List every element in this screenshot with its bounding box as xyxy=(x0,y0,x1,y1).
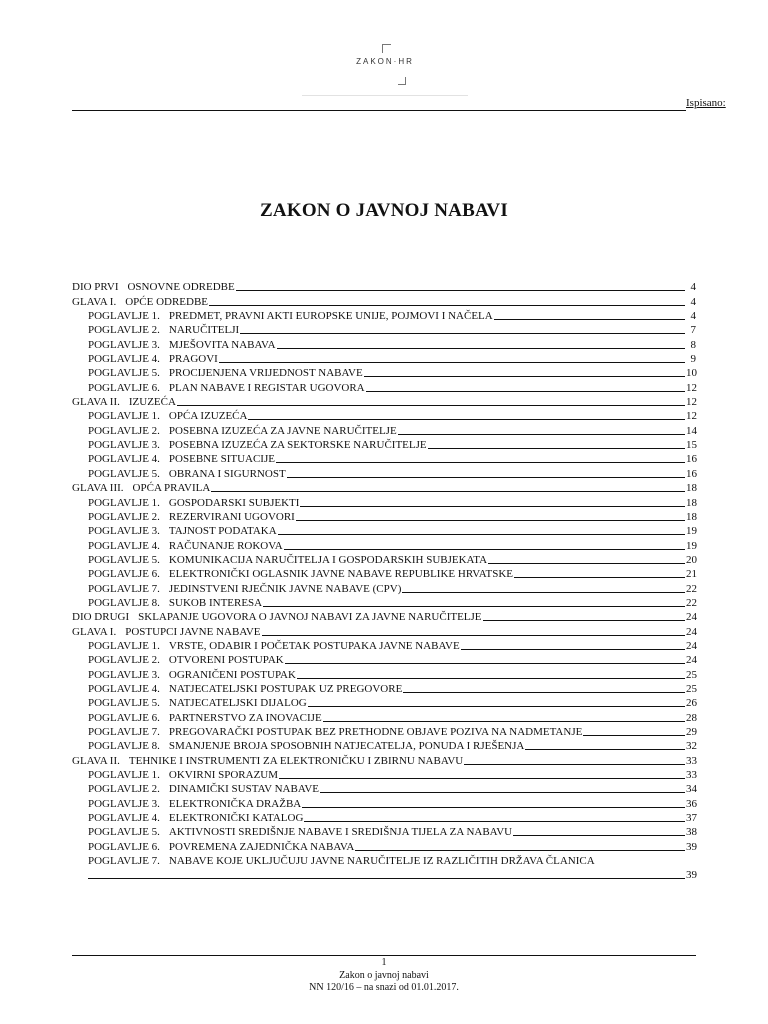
toc-entry-page: 39 xyxy=(686,840,697,853)
toc-entry-number: GLAVA III. xyxy=(72,482,124,495)
toc-entry[interactable] xyxy=(72,451,696,465)
toc-leader-line xyxy=(302,807,685,808)
toc-entry[interactable] xyxy=(72,437,696,451)
toc-entry[interactable] xyxy=(72,810,696,824)
toc-entry-label xyxy=(72,396,176,408)
toc-entry-title: OPĆA IZUZEĆA xyxy=(168,410,248,423)
toc-entry-page: 34 xyxy=(686,783,697,796)
toc-leader-line xyxy=(364,376,685,377)
toc-entry-label xyxy=(88,339,276,351)
toc-entry-number: POGLAVLJE 3. xyxy=(88,525,160,538)
toc-entry[interactable] xyxy=(72,752,696,766)
toc-entry[interactable] xyxy=(72,365,696,379)
toc-entry-title: OTVORENI POSTUPAK xyxy=(168,654,284,667)
toc-leader-line xyxy=(366,391,685,392)
toc-entry-page: 24 xyxy=(686,654,697,667)
toc-entry-page: 32 xyxy=(686,740,697,753)
toc-entry-number: POGLAVLJE 1. xyxy=(88,496,160,509)
toc-entry-number: GLAVA II. xyxy=(72,754,120,767)
toc-entry-title: PLAN NABAVE I REGISTAR UGOVORA xyxy=(168,381,365,394)
toc-entry-number: POGLAVLJE 6. xyxy=(88,711,160,724)
toc-entry-title: IZUZEĆA xyxy=(128,396,176,409)
toc-entry-page: 12 xyxy=(686,381,697,394)
toc-entry-page: 16 xyxy=(686,453,697,466)
toc-entry-label xyxy=(88,597,262,609)
toc-entry-label xyxy=(88,683,402,695)
toc-leader-line xyxy=(308,706,685,707)
toc-entry-number: POGLAVLJE 3. xyxy=(88,668,160,681)
toc-entry-label xyxy=(88,310,493,322)
zakon-hr-logo xyxy=(300,38,470,100)
footer-doc-name: Zakon o javnoj nabavi xyxy=(339,970,429,981)
toc-entry-label xyxy=(88,654,284,666)
toc-entry-title: PREGOVARAČKI POSTUPAK BEZ PRETHODNE OBJAVE POZIVA NA NADMETANJE xyxy=(168,726,583,738)
toc-entry-number: POGLAVLJE 2. xyxy=(88,654,160,667)
toc-leader-line xyxy=(219,362,685,363)
toc-entry-title: AKTIVNOSTI SREDIŠNJE NABAVE I SREDIŠNJA TIJELA ZA NABAVU xyxy=(168,826,513,839)
toc-entry-title: NARUČITELJI xyxy=(168,324,240,337)
toc-leader-line xyxy=(398,434,685,435)
toc-entry[interactable] xyxy=(72,394,696,408)
toc-entry-page: 18 xyxy=(686,510,697,523)
toc-entry-title: PREDMET, PRAVNI AKTI EUROPSKE UNIJE, POJMOVI I NAČELA xyxy=(168,310,493,323)
toc-entry-label xyxy=(88,540,283,552)
toc-entry-page: 14 xyxy=(686,424,697,437)
toc-entry-page: 19 xyxy=(686,539,697,552)
toc-leader-line xyxy=(525,749,685,750)
toc-entry[interactable] xyxy=(72,523,696,537)
toc-entry[interactable] xyxy=(72,480,696,494)
toc-entry-label xyxy=(88,669,296,681)
toc-entry[interactable] xyxy=(72,494,696,508)
toc-entry-label xyxy=(72,626,261,638)
toc-leader-line xyxy=(211,491,685,492)
toc-entry-title: ELEKTRONIČKI OGLASNIK JAVNE NABAVE REPUBLIKE HRVATSKE xyxy=(168,568,514,581)
toc-leader-line xyxy=(284,549,685,550)
toc-entry-title: PRAGOVI xyxy=(168,353,218,366)
toc-entry-page: 39 xyxy=(686,869,697,882)
toc-entry-label xyxy=(88,525,277,537)
toc-entry-label xyxy=(88,453,275,465)
toc-entry[interactable] xyxy=(72,580,696,594)
logo-text: ZAKON·HR xyxy=(356,57,414,66)
toc-entry-page: 25 xyxy=(686,668,697,681)
toc-entry[interactable] xyxy=(72,537,696,551)
toc-entry-title: PARTNERSTVO ZA INOVACIJE xyxy=(168,711,322,724)
toc-entry-page: 4 xyxy=(690,295,696,308)
toc-entry-page: 28 xyxy=(686,711,697,724)
toc-entry-number: POGLAVLJE 7. xyxy=(88,855,160,868)
toc-entry-title: JEDINSTVENI RJEČNIK JAVNE NABAVE (CPV) xyxy=(168,582,402,595)
toc-entry-label xyxy=(88,826,512,838)
toc-entry-number: POGLAVLJE 5. xyxy=(88,697,160,710)
toc-entry-title: REZERVIRANI UGOVORI xyxy=(168,510,295,523)
toc-entry-number: POGLAVLJE 6. xyxy=(88,381,160,394)
toc-entry[interactable] xyxy=(72,681,696,695)
toc-entry-number: POGLAVLJE 7. xyxy=(88,582,160,595)
toc-entry-number: POGLAVLJE 3. xyxy=(88,439,160,452)
toc-entry-label xyxy=(88,554,487,566)
toc-entry-page: 38 xyxy=(686,826,697,839)
toc-leader-line xyxy=(304,821,685,822)
toc-entry-number: POGLAVLJE 1. xyxy=(88,410,160,423)
toc-entry-label xyxy=(88,841,354,853)
toc-entry[interactable] xyxy=(72,738,696,752)
toc-leader-line xyxy=(248,419,685,420)
toc-entry[interactable] xyxy=(72,422,696,436)
toc-entry[interactable] xyxy=(72,824,696,838)
toc-entry[interactable] xyxy=(72,767,696,781)
document-title: ZAKON O JAVNOJ NABAVI xyxy=(260,200,508,221)
toc-leader-line xyxy=(323,721,685,722)
toc-entry-page: 33 xyxy=(686,754,697,767)
toc-entry-page: 16 xyxy=(686,467,697,480)
toc-entry[interactable] xyxy=(72,351,696,365)
toc-entry-title: VRSTE, ODABIR I POČETAK POSTUPAKA JAVNE NABAVE xyxy=(168,639,460,652)
ispisano-label: Ispisano: xyxy=(686,97,726,109)
toc-entry-number: POGLAVLJE 8. xyxy=(88,740,160,753)
toc-entry-title: OPĆA PRAVILA xyxy=(132,482,211,495)
toc-entry[interactable] xyxy=(72,408,696,422)
toc-entry-page: 10 xyxy=(686,367,697,380)
toc-entry-label xyxy=(88,783,319,795)
toc-entry-page: 22 xyxy=(686,582,697,595)
toc-entry[interactable] xyxy=(72,279,696,293)
toc-entry-page: 9 xyxy=(690,353,696,366)
toc-entry[interactable] xyxy=(72,465,696,479)
toc-entry-number: POGLAVLJE 4. xyxy=(88,353,160,366)
toc-entry[interactable] xyxy=(72,709,696,723)
toc-entry-title: SUKOB INTERESA xyxy=(168,596,263,609)
toc-entry-page: 36 xyxy=(686,797,697,810)
toc-entry-continuation[interactable] xyxy=(72,867,696,881)
toc-entry-number: POGLAVLJE 4. xyxy=(88,539,160,552)
footer-rule xyxy=(72,955,696,956)
toc-entry-title: ELEKTRONIČKA DRAŽBA xyxy=(168,797,302,810)
toc-leader-line xyxy=(240,333,685,334)
toc-leader-line xyxy=(488,563,685,564)
toc-entry-page: 7 xyxy=(690,324,696,337)
toc-entry-title: DINAMIČKI SUSTAV NABAVE xyxy=(168,783,320,796)
toc-entry-label xyxy=(88,769,278,781)
toc-entry-title: GOSPODARSKI SUBJEKTI xyxy=(168,496,300,509)
toc-entry-page: 12 xyxy=(686,396,697,409)
toc-entry[interactable] xyxy=(72,566,696,580)
toc-entry-page: 18 xyxy=(686,482,697,495)
toc-entry[interactable] xyxy=(72,552,696,566)
toc-leader-line xyxy=(464,764,685,765)
toc-entry-title: SMANJENJE BROJA SPOSOBNIH NATJECATELJA, PONUDA I RJEŠENJA xyxy=(168,740,525,753)
toc-leader-line xyxy=(514,577,685,578)
toc-entry-number: POGLAVLJE 5. xyxy=(88,367,160,380)
toc-entry-number: POGLAVLJE 5. xyxy=(88,826,160,839)
logo-corner-mark-top xyxy=(382,44,391,53)
toc-entry[interactable] xyxy=(72,322,696,336)
toc-entry-page: 15 xyxy=(686,439,697,452)
header-rule xyxy=(72,110,686,111)
toc-entry-title: POVREMENA ZAJEDNIČKA NABAVA xyxy=(168,840,355,853)
toc-entry-title: OPĆE ODREDBE xyxy=(125,295,209,308)
toc-entry-label xyxy=(88,855,595,867)
toc-entry-title: KOMUNIKACIJA NARUČITELJA I GOSPODARSKIH SUBJEKATA xyxy=(168,553,488,566)
logo-underline xyxy=(302,95,468,96)
toc-leader-line xyxy=(513,835,685,836)
toc-entry[interactable] xyxy=(72,293,696,307)
toc-entry-label xyxy=(88,468,286,480)
toc-entry-number: GLAVA I. xyxy=(72,625,117,638)
toc-entry-number: GLAVA I. xyxy=(72,295,117,308)
toc-entry-title: SKLAPANJE UGOVORA O JAVNOJ NABAVI ZA JAVNE NARUČITELJE xyxy=(138,611,482,624)
toc-entry-number: POGLAVLJE 4. xyxy=(88,682,160,695)
toc-entry-number: POGLAVLJE 1. xyxy=(88,310,160,323)
toc-entry-label xyxy=(72,482,210,494)
toc-entry-title: PROCIJENJENA VRIJEDNOST NABAVE xyxy=(168,367,363,380)
toc-entry-label xyxy=(88,712,322,724)
toc-entry-page: 12 xyxy=(686,410,697,423)
toc-entry-title: NATJECATELJSKI POSTUPAK UZ PREGOVORE xyxy=(168,682,403,695)
toc-entry[interactable] xyxy=(72,838,696,852)
toc-entry-title: NABAVE KOJE UKLJUČUJU JAVNE NARUČITELJE IZ RAZLIČITIH DRŽAVA ČLANICA xyxy=(168,855,595,868)
toc-entry[interactable] xyxy=(72,595,696,609)
toc-entry-label xyxy=(72,611,482,623)
toc-entry-title: OKVIRNI SPORAZUM xyxy=(168,769,279,782)
toc-leader-line xyxy=(276,462,685,463)
toc-entry-number: POGLAVLJE 8. xyxy=(88,596,160,609)
toc-entry[interactable] xyxy=(72,795,696,809)
toc-entry-title: POSEBNA IZUZEĆA ZA JAVNE NARUČITELJE xyxy=(168,424,397,437)
toc-entry[interactable] xyxy=(72,695,696,709)
toc-leader-line xyxy=(461,649,685,650)
toc-entry-label xyxy=(88,367,363,379)
toc-entry[interactable] xyxy=(72,609,696,623)
toc-entry-label xyxy=(88,568,513,580)
toc-entry-number: POGLAVLJE 7. xyxy=(88,726,160,738)
toc-entry-label xyxy=(88,640,460,652)
toc-entry-page: 8 xyxy=(690,338,696,351)
toc-entry-number: DIO DRUGI xyxy=(72,611,130,624)
toc-leader-line xyxy=(209,305,685,306)
toc-entry-title: OSNOVNE ODREDBE xyxy=(127,281,235,294)
toc-entry-page: 19 xyxy=(686,525,697,538)
logo-corner-mark-bottom xyxy=(398,77,406,85)
toc-entry[interactable] xyxy=(72,308,696,322)
toc-entry-label xyxy=(72,296,208,308)
toc-leader-line xyxy=(262,635,685,636)
toc-entry[interactable] xyxy=(72,781,696,795)
toc-leader-line xyxy=(402,592,685,593)
toc-entry[interactable] xyxy=(72,652,696,666)
footer-gazette: NN 120/16 – na snazi od 01.01.2017. xyxy=(309,982,459,993)
toc-entry-number: POGLAVLJE 6. xyxy=(88,568,160,581)
toc-entry-title: OBRANA I SIGURNOST xyxy=(168,467,286,480)
toc-entry-title: POSEBNA IZUZEĆA ZA SEKTORSKE NARUČITELJE xyxy=(168,439,427,452)
toc-entry-label xyxy=(88,511,295,523)
toc-entry[interactable] xyxy=(72,379,696,393)
toc-entry-page: 24 xyxy=(686,625,697,638)
toc-entry-label xyxy=(88,726,582,738)
toc-entry-label xyxy=(88,697,307,709)
toc-entry-page: 33 xyxy=(686,769,697,782)
toc-entry-label xyxy=(88,439,427,451)
toc-entry-number: POGLAVLJE 2. xyxy=(88,783,160,796)
toc-leader-line xyxy=(88,878,685,879)
toc-entry-page: 20 xyxy=(686,553,697,566)
toc-entry-number: POGLAVLJE 5. xyxy=(88,553,160,566)
toc-entry-number: POGLAVLJE 2. xyxy=(88,324,160,337)
toc-leader-line xyxy=(296,520,685,521)
toc-entry-number: DIO PRVI xyxy=(72,281,119,294)
toc-entry-label xyxy=(88,497,299,509)
toc-entry-title: ELEKTRONIČKI KATALOG xyxy=(168,812,304,825)
toc-entry[interactable] xyxy=(72,853,696,867)
toc-entry-label xyxy=(72,281,235,293)
toc-entry-page: 29 xyxy=(686,726,697,738)
toc-leader-line xyxy=(277,348,685,349)
toc-entry-label xyxy=(88,324,239,336)
toc-entry-label xyxy=(88,382,365,394)
toc-leader-line xyxy=(403,692,685,693)
toc-entry-page: 24 xyxy=(686,639,697,652)
footer-page-number: 1 xyxy=(381,957,387,968)
toc-leader-line xyxy=(483,620,685,621)
toc-entry-title: OGRANIČENI POSTUPAK xyxy=(168,668,296,681)
toc-entry-number: POGLAVLJE 4. xyxy=(88,812,160,825)
toc-leader-line xyxy=(428,448,685,449)
toc-entry-page: 21 xyxy=(686,568,697,581)
table-of-contents xyxy=(72,279,696,881)
toc-entry-page: 4 xyxy=(690,310,696,323)
toc-entry-label xyxy=(88,812,303,824)
toc-entry-number: POGLAVLJE 6. xyxy=(88,840,160,853)
toc-entry-number: GLAVA II. xyxy=(72,396,120,409)
toc-leader-line xyxy=(279,778,685,779)
toc-leader-line xyxy=(177,405,685,406)
toc-entry-label xyxy=(88,583,401,595)
toc-leader-line xyxy=(355,850,685,851)
toc-leader-line xyxy=(320,792,685,793)
toc-entry-title: POSTUPCI JAVNE NABAVE xyxy=(125,625,261,638)
toc-entry[interactable] xyxy=(72,509,696,523)
toc-entry-label xyxy=(88,425,397,437)
toc-entry-page: 37 xyxy=(686,812,697,825)
toc-entry-title: POSEBNE SITUACIJE xyxy=(168,453,275,466)
toc-leader-line xyxy=(278,534,685,535)
toc-entry-number: POGLAVLJE 1. xyxy=(88,639,160,652)
toc-entry-number: POGLAVLJE 1. xyxy=(88,769,160,782)
toc-entry-number: POGLAVLJE 2. xyxy=(88,510,160,523)
toc-leader-line xyxy=(285,663,685,664)
toc-entry-number: POGLAVLJE 3. xyxy=(88,338,160,351)
toc-entry-label xyxy=(88,353,218,365)
toc-entry[interactable] xyxy=(72,724,696,738)
toc-entry-page: 4 xyxy=(690,281,696,294)
toc-entry-title: NATJECATELJSKI DIJALOG xyxy=(168,697,307,710)
toc-entry-title: MJEŠOVITA NABAVA xyxy=(168,338,276,351)
toc-leader-line xyxy=(287,477,685,478)
toc-entry-label xyxy=(88,798,301,810)
toc-leader-line xyxy=(263,606,685,607)
toc-entry-number: POGLAVLJE 3. xyxy=(88,797,160,810)
toc-leader-line xyxy=(300,506,685,507)
toc-entry-page: 26 xyxy=(686,697,697,710)
toc-entry-label xyxy=(72,755,463,767)
toc-leader-line xyxy=(297,678,685,679)
toc-entry-page: 22 xyxy=(686,596,697,609)
toc-entry-page: 24 xyxy=(686,611,697,624)
toc-entry-label xyxy=(88,410,247,422)
toc-entry[interactable] xyxy=(72,666,696,680)
toc-entry-page: 25 xyxy=(686,682,697,695)
toc-entry-page: 18 xyxy=(686,496,697,509)
toc-entry-title: TEHNIKE I INSTRUMENTI ZA ELEKTRONIČKU I ZBIRNU NABAVU xyxy=(128,754,464,767)
toc-entry-number: POGLAVLJE 5. xyxy=(88,467,160,480)
toc-entry-number: POGLAVLJE 2. xyxy=(88,424,160,437)
toc-leader-line xyxy=(494,319,685,320)
toc-entry-number: POGLAVLJE 4. xyxy=(88,453,160,466)
toc-entry-title: TAJNOST PODATAKA xyxy=(168,525,277,538)
toc-entry-label xyxy=(88,740,524,752)
toc-entry-title: RAČUNANJE ROKOVA xyxy=(168,539,283,552)
toc-entry[interactable] xyxy=(72,623,696,637)
toc-entry[interactable] xyxy=(72,638,696,652)
toc-leader-line xyxy=(236,290,685,291)
toc-entry[interactable] xyxy=(72,336,696,350)
toc-leader-line xyxy=(583,735,685,736)
